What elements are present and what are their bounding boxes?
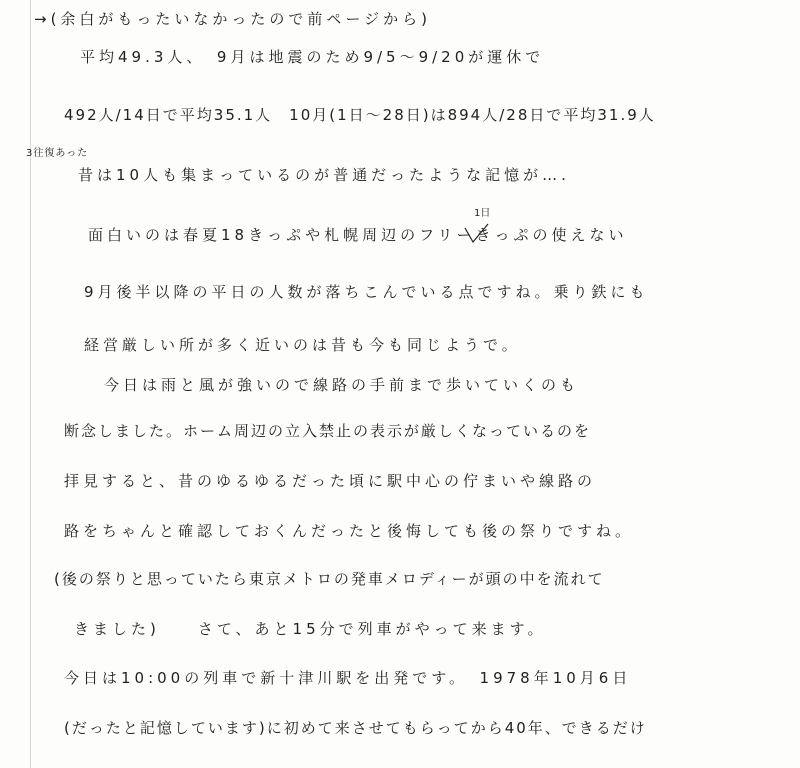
text-line-12: (後の祭りと思っていたら東京メトロの発車メロディーが頭の中を流れて	[54, 570, 605, 588]
text-line-7: 経営厳しい所が多く近いのは昔も今も同じようで。	[84, 336, 521, 354]
text-line-6: 9月後半以降の平日の人数が落ちこんでいる点ですね。乗り鉄にも	[84, 283, 649, 301]
insertion-note: 1日	[474, 208, 491, 219]
text-line-10: 拝見すると、昔のゆるゆるだった頃に駅中心の佇まいや線路の	[64, 472, 597, 490]
text-line-4: 昔は10人も集まっているのが普通だったような記憶が….	[78, 166, 570, 184]
text-line-13: きました) さて、あと15分で列車がやって来ます。	[74, 620, 547, 638]
text-line-8: 今日は雨と風が強いので線路の手前まで歩いていくのも	[104, 376, 580, 394]
text-line-5: 面白いのは春夏18きっぷや札幌周辺のフリーきっぷの使えない	[88, 226, 628, 244]
text-line-11: 路をちゃんと確認しておくんだったと後悔しても後の祭りですね。	[64, 522, 635, 540]
text-line-15: (だったと記憶しています)に初めて来させてもらってから40年、できるだけ	[64, 719, 647, 737]
text-line-9: 断念しました。ホーム周辺の立入禁止の表示が厳しくなっているのを	[64, 422, 592, 440]
text-line-2: 平均49.3人、 9月は地震のため9/5～9/20が運休で	[80, 48, 545, 66]
text-line-3: 492人/14日で平均35.1人 10月(1日～28日)は894人/28日で平均31.9人	[64, 106, 656, 124]
margin-note: 3往復あった	[26, 148, 89, 159]
text-line-14: 今日は10:00の列車で新十津川駅を出発です。 1978年10月6日	[64, 669, 632, 687]
text-line-1: →(余白がもったいなかったので前ページから)	[34, 10, 431, 28]
